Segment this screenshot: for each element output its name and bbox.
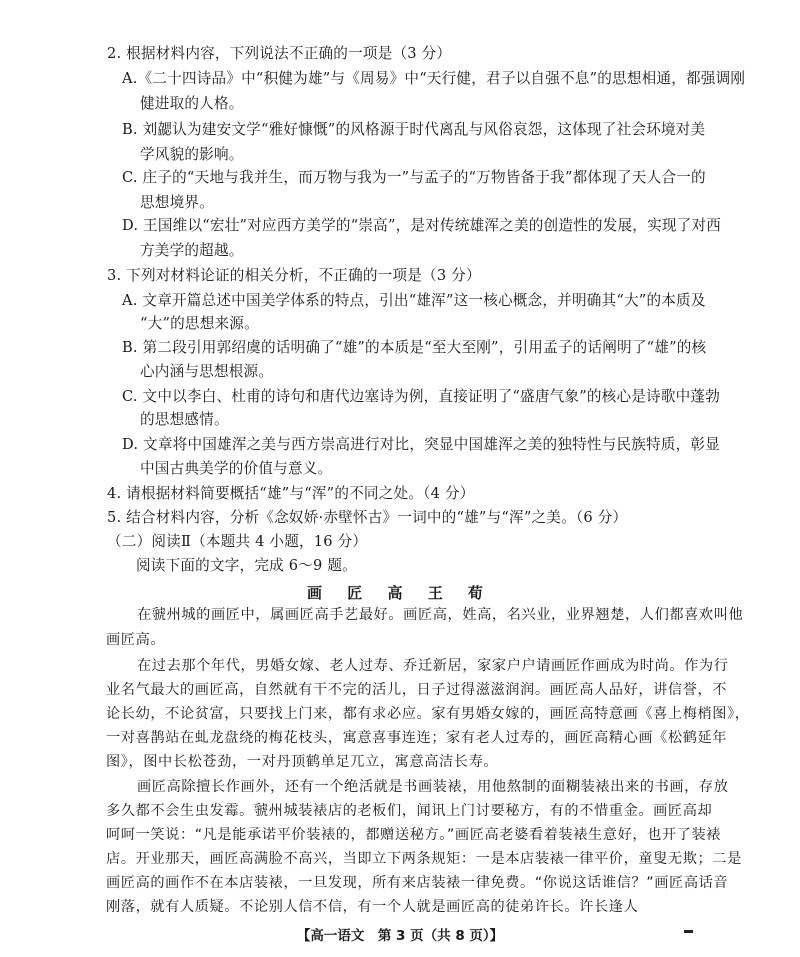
q2-option-d-line1: D. 王国维以“宏壮”对应西方美学的“崇高”，是对传统雄浑之美的创造性的发展，实现了对西 [122,217,722,234]
q3-option-c-line1: C. 文中以李白、杜甫的诗句和唐代边塞诗为例，直接证明了“盛唐气象”的核心是诗歌中蓬勃 [122,388,721,405]
q2-option-c-line1: C. 庄子的“天地与我并生，而万物与我为一”与孟子的“万物皆备于我”都体现了天人合一的 [122,169,706,186]
q2-option-d-line2: 方美学的超越。 [140,242,244,259]
q3-option-b-line1: B. 第二段引用郭绍虞的话明确了“雄”的本质是“至大至刚”，引用孟子的话阐明了“雄”的核 [122,339,707,356]
q2-option-a-line2: 健进取的人格。 [140,95,244,112]
q3-stem: 3. 下列对材料论证的相关分析，不正确的一项是（3 分） [107,267,481,284]
story-line: 一对喜鹊站在虬龙盘绕的梅花枝头，寓意喜事连连；家有老人过寿的，画匠高精心画《松鹤延年 [106,730,728,746]
q2-option-b-line2: 学风貌的影响。 [140,146,244,163]
q3-option-a-line2: “大”的思想来源。 [140,315,259,332]
q5-stem: 5. 结合材料内容，分析《念奴娇·赤壁怀古》一词中的“雄”与“浑”之美。（6 分） [107,509,628,526]
story-line: 论长幼，不论贫富，只要找上门来，都有求必应。家有男婚女嫁的，画匠高特意画《喜上梅梢图》， [106,706,750,722]
section2-header: （二）阅读Ⅱ（本题共 4 小题，16 分） [107,533,368,550]
corner-mark [684,930,693,933]
story-line: 刚落，就有人质疑。不论别人信不信，有一个人就是画匠高的徒弟许长。许长逢人 [106,899,639,915]
story-line: 图》，图中长松苍劲，一对丹顶鹤单足兀立，寓意高洁长寿。 [106,754,499,770]
q2-stem: 2. 根据材料内容，下列说法不正确的一项是（3 分） [107,45,452,62]
q3-option-d-line2: 中国古典美学的价值与意义。 [140,460,333,477]
story-line: 在虢州城的画匠中，属画匠高手艺最好。画匠高，姓高，名兴业，业界翘楚，人们都喜欢叫他 [137,607,744,623]
story-title: 画 匠 高 王 荀 [307,584,493,602]
story-line: 店。开业那天，画匠高满脸不高兴，当即立下两条规矩：一是本店装裱一律平价，童叟无欺；二是 [106,851,742,867]
q3-option-d-line1: D. 文章将中国雄浑之美与西方崇高进行对比，突显中国雄浑之美的独特性与民族特质，彰显 [122,436,721,453]
q3-option-b-line2: 心内涵与思想根源。 [140,363,274,380]
story-line: 画匠高的画作不在本店装裱，一旦发现，所有来店装裱一律免费。“你说这话谁信？”画匠高话音 [106,875,729,891]
q3-option-a-line1: A. 文章开篇总述中国美学体系的特点，引出“雄浑”这一核心概念，并明确其“大”的本质及 [122,292,706,309]
story-line: 画匠高除擅长作画外，还有一个绝活就是书画装裱，用他熬制的面糊装裱出来的书画，存放 [137,779,729,795]
q2-option-a-line1: A.《二十四诗品》中“积健为雄”与《周易》中“天行健，君子以自强不息”的思想相通，都强调刚 [122,70,746,87]
story-line: 业名气最大的画匠高，自然就有干不完的活儿，日子过得滋滋润润。画匠高人品好，讲信誉，不 [106,682,728,698]
page-footer: 【高一语文 第 3 页（共 8 页）】 [296,928,504,944]
q2-option-b-line1: B. 刘勰认为建安文学“雅好慷慨”的风格源于时代离乱与风俗哀怨，这体现了社会环境对美 [122,121,706,138]
q3-option-c-line2: 的思想感情。 [140,411,229,428]
story-line: 呵呵一笑说：“凡是能承诺平价装裱的，都赠送秘方。”画匠高老婆看着装裱生意好，也开了装裱 [106,827,722,843]
q2-option-c-line2: 思想境界。 [140,194,214,211]
section2-instruction: 阅读下面的文字，完成 6～9 题。 [136,557,357,574]
story-line: 画匠高。 [106,632,166,648]
story-line: 多久都不会生虫发霉。虢州城装裱店的老板们，闻讯上门讨要秘方，有的不惜重金。画匠高却 [106,803,713,819]
story-line: 在过去那个年代，男婚女嫁、老人过寿、乔迁新居，家家户户请画匠作画成为时尚。作为行 [137,658,729,674]
q4-stem: 4. 请根据材料简要概括“雄”与“浑”的不同之处。（4 分） [107,485,475,502]
